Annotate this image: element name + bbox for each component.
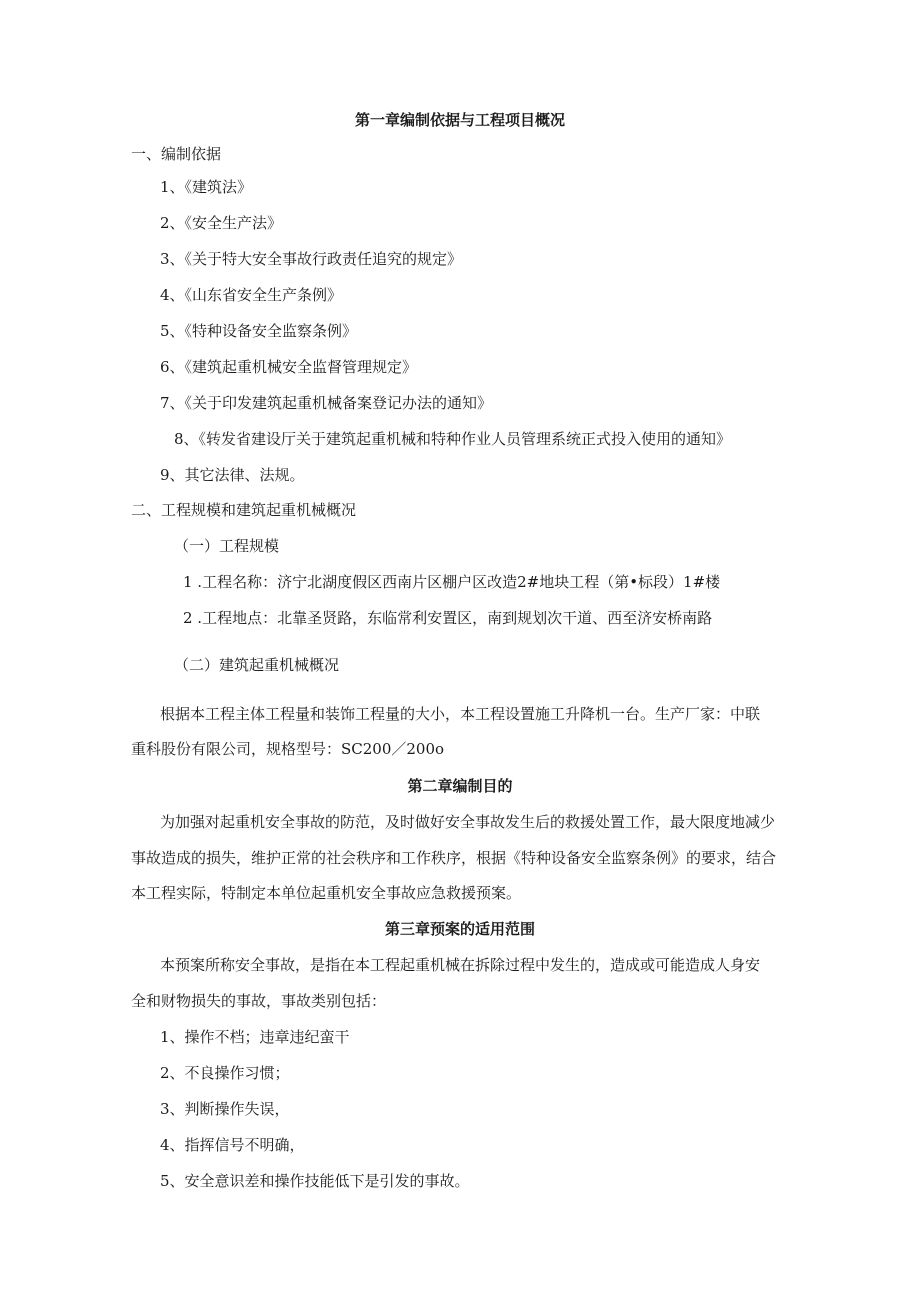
chapter1-title: 第一章编制依据与工程项目概况 — [354, 111, 565, 129]
chapter3-title: 第三章预案的适用范围 — [384, 920, 535, 938]
subsection1-title: （一）工程规模 — [174, 537, 280, 555]
accident-item-4: 4、指挥信号不明确， — [160, 1136, 305, 1154]
basis-item-9: 9、其它法律、法规。 — [160, 466, 305, 484]
basis-item-4: 4、《山东省安全生产条例》 — [160, 286, 343, 304]
subsection2-title: （二）建筑起重机械概况 — [174, 656, 340, 674]
purpose-para-line-3: 本工程实际，特制定本单位起重机安全事故应急救援预案。 — [131, 884, 522, 902]
basis-item-8: 8、《转发省建设厅关于建筑起重机械和特种作业人员管理系统正式投入使用的通知》 — [174, 430, 732, 448]
accident-item-2: 2、不良操作习惯； — [160, 1064, 290, 1082]
project-location: 2 .工程地点：北靠圣贤路，东临常利安置区，南到规划次干道、西至济安桥南路 — [183, 609, 713, 627]
section2-title: 二、工程规模和建筑起重机械概况 — [131, 501, 357, 519]
accident-item-1: 1、操作不档；违章违纪蛮干 — [160, 1028, 350, 1046]
basis-item-5: 5、《特种设备安全监察条例》 — [160, 322, 358, 340]
scope-para-line-1: 本预案所称安全事故，是指在本工程起重机械在拆除过程中发生的，造成或可能造成人身安 — [160, 956, 761, 974]
basis-item-2: 2、《安全生产法》 — [160, 214, 283, 232]
section1-title: 一、编制依据 — [131, 145, 222, 163]
purpose-para-line-1: 为加强对起重机安全事故的防范，及时做好安全事故发生后的救援处置工作，最大限度地减少 — [160, 813, 776, 831]
crane-para-line-2: 重科股份有限公司，规格型号：SC200／200o — [131, 740, 445, 758]
accident-item-5: 5、安全意识差和操作技能低下是引发的事故。 — [160, 1172, 470, 1190]
basis-item-6: 6、《建筑起重机械安全监督管理规定》 — [160, 358, 418, 376]
project-name: 1 .工程名称：济宁北湖度假区西南片区棚户区改造2#地块工程（第•标段）1#楼 — [183, 573, 721, 591]
chapter2-title: 第二章编制目的 — [407, 777, 513, 795]
basis-item-1: 1、《建筑法》 — [160, 178, 253, 196]
crane-para-line-1: 根据本工程主体工程量和装饰工程量的大小，本工程设置施工升降机一台。生产厂家：中联 — [160, 705, 761, 723]
basis-item-3: 3、《关于特大安全事故行政责任追究的规定》 — [160, 250, 463, 268]
basis-item-7: 7、《关于印发建筑起重机械备案登记办法的通知》 — [160, 394, 493, 412]
scope-para-line-2: 全和财物损失的事故，事故类别包括： — [131, 992, 387, 1010]
accident-item-3: 3、判断操作失误， — [160, 1100, 290, 1118]
purpose-para-line-2: 事故造成的损失，维护正常的社会秩序和工作秩序，根据《特种设备安全监察条例》的要求，结合 — [131, 849, 777, 867]
